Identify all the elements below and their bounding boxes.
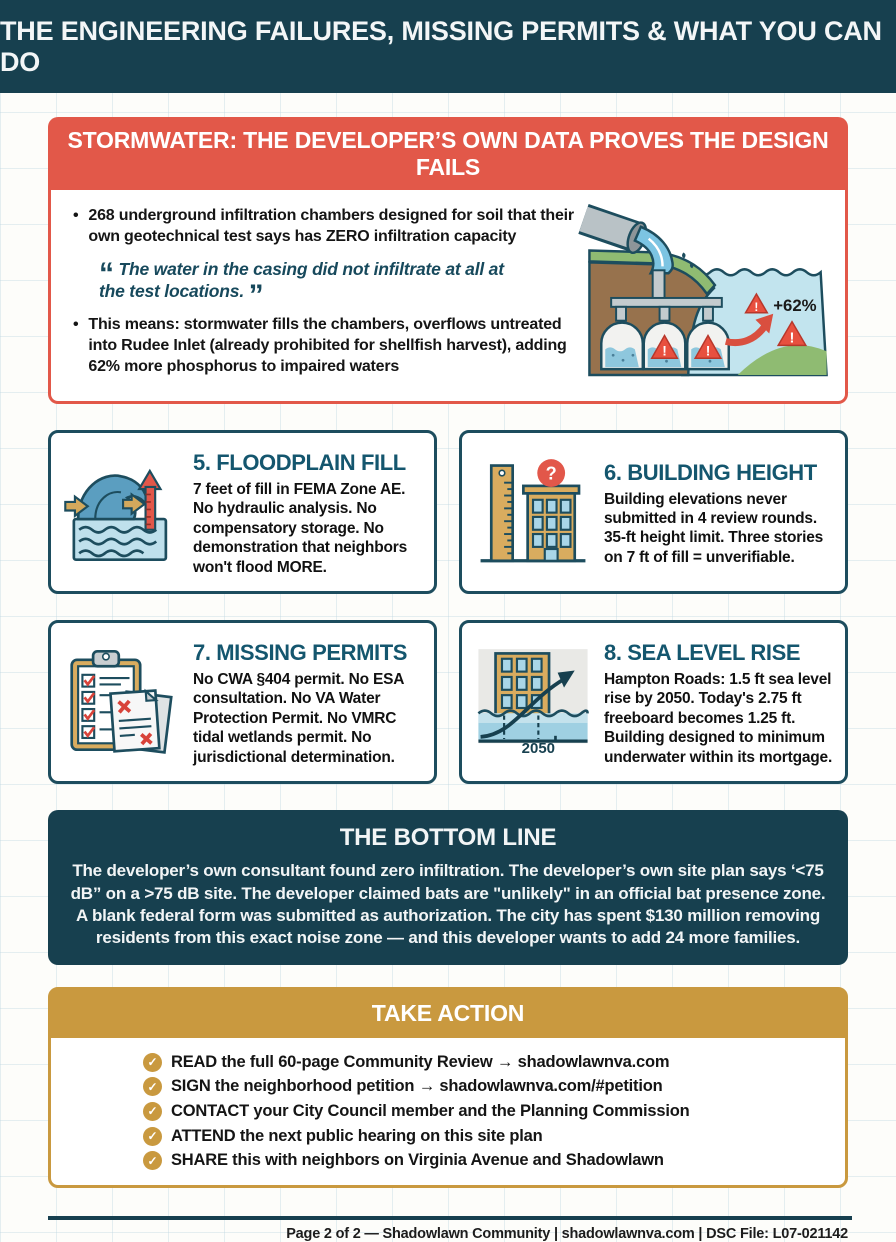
svg-text:!: ! — [662, 342, 667, 359]
card-title: 7. MISSING PERMITS — [193, 640, 408, 666]
action-verb: SIGN — [171, 1077, 211, 1096]
stormwater-section-title: STORMWATER: THE DEVELOPER’S OWN DATA PROVES THE DESIGN FAILS — [48, 117, 848, 190]
check-circle-icon: ✓ — [143, 1053, 162, 1072]
bullet-2-lead: This means: stormwater fills the chambers, overflows untreated into Rudee Inlet — [88, 316, 562, 354]
action-verb: SHARE — [171, 1151, 228, 1170]
card-title: 6. BUILDING HEIGHT — [604, 459, 817, 485]
bullet-dot: • — [73, 207, 79, 224]
card-title: 8. SEA LEVEL RISE — [604, 640, 801, 666]
issue-card-grid — [48, 430, 848, 784]
card-content — [193, 450, 422, 577]
check-circle-icon: ✓ — [143, 1151, 162, 1170]
card-sea-level-rise — [459, 620, 848, 784]
action-text: the next public hearing on this site plan — [235, 1126, 543, 1145]
card-content — [193, 640, 422, 767]
clipboard-rejected-permits-icon — [63, 647, 181, 759]
take-action-section — [48, 987, 848, 1188]
action-item-read — [143, 1052, 743, 1073]
action-item-share — [143, 1150, 743, 1171]
action-verb: ATTEND — [171, 1126, 236, 1145]
stormwater-text-column — [73, 206, 575, 387]
card-content — [604, 460, 833, 568]
bullet-1-zero: ZERO — [325, 227, 370, 245]
card-body: No CWA §404 permit. No ESA consultation. No VA Water Protection Permit. No VMRC tidal wetlands permit. No jurisdictional determination. — [193, 671, 404, 766]
bullet-1-number: 268 — [88, 207, 115, 224]
card-building-height — [459, 430, 848, 594]
bullet-dot: • — [73, 316, 79, 334]
stormwater-outfall-chambers-illustration — [589, 211, 827, 382]
bottom-line-section — [48, 810, 848, 964]
page-footer — [48, 1216, 848, 1242]
action-item-attend — [143, 1126, 743, 1147]
stormwater-bullet-1 — [73, 206, 575, 248]
action-item-sign — [143, 1076, 743, 1097]
stormwater-bullet-2-text — [88, 315, 575, 377]
action-verb: CONTACT — [171, 1102, 250, 1121]
ruler-building-question-icon — [474, 457, 592, 569]
plus-62-percent-label: +62% — [773, 296, 817, 316]
year-2050-label: 2050 — [521, 740, 556, 758]
card-title: 5. FLOODPLAIN FILL — [193, 450, 406, 476]
svg-text:!: ! — [789, 330, 795, 347]
geotech-quote — [99, 256, 529, 313]
footer-text: Page 2 of 2 — Shadowlawn Community | shadowlawnva.com | DSC File: L07-021142 — [286, 1225, 848, 1242]
geotech-quote-text: The water in the casing did not infiltrate at all at the test locations. — [99, 258, 504, 302]
bottom-line-text: The developer’s own consultant found zero infiltration. The developer’s own site plan says ‘<75 dB” on a >75 dB site. The developer claimed bats are "unlikely" in an official bat presence zone. A blank federal form was submitted as authorization. The city has spent $130 million removing residents from this exact noise zone — and this developer wants to add 24 more families. — [70, 861, 826, 947]
page-title: THE ENGINEERING FAILURES, MISSING PERMITS & WHAT YOU CAN DO — [0, 15, 882, 77]
open-quote-icon: “ — [99, 256, 114, 290]
close-quote-icon: ” — [248, 279, 264, 313]
take-action-title: TAKE ACTION — [51, 990, 845, 1038]
bullet-2-paren: (already prohibited for shellfish harvest), — [209, 336, 516, 354]
action-text: your City Council member and the Planning Commission — [249, 1102, 690, 1121]
card-content — [604, 640, 833, 767]
check-circle-icon: ✓ — [143, 1127, 162, 1146]
check-circle-icon: ✓ — [143, 1102, 162, 1121]
bullet-2-tail: adding 62% more phosphorus to impaired waters — [88, 336, 567, 375]
action-text: this with neighbors on Virginia Avenue and Shadowlawn — [227, 1151, 664, 1170]
page-body — [48, 117, 848, 1242]
bottom-line-title: THE BOTTOM LINE — [339, 824, 557, 852]
svg-text:!: ! — [754, 300, 759, 315]
action-text: the neighborhood petition → shadowlawnva.com/#petition — [210, 1077, 663, 1096]
svg-text:?: ? — [545, 463, 557, 484]
bullet-1-body: underground infiltration chambers designed for soil that their own geotechnical test says has — [88, 207, 574, 245]
action-item-contact — [143, 1101, 743, 1122]
bullet-1-tail: infiltration capacity — [369, 227, 517, 245]
action-text: the full 60-page Community Review → shadowlawnva.com — [216, 1052, 670, 1071]
stormwater-section — [48, 117, 848, 404]
card-missing-permits — [48, 620, 437, 784]
card-floodplain-fill — [48, 430, 437, 594]
wave-flood-gauge-icon — [63, 457, 181, 569]
card-body: Hampton Roads: 1.5 ft sea level rise by 2050. Today's 2.75 ft freeboard becomes 1.25 ft. Building designed to minimum underwater within its mortgage. — [604, 671, 833, 766]
take-action-list — [51, 1038, 845, 1185]
page-header — [0, 0, 896, 93]
stormwater-bullet-1-text — [88, 206, 575, 248]
stormwater-bullet-2 — [73, 315, 575, 377]
card-body: Building elevations never submitted in 4 review rounds. 35-ft height limit. Three stories on 7 ft of fill = unverifiable. — [604, 490, 824, 566]
action-verb: READ — [171, 1052, 217, 1071]
flooded-building-sea-level-icon — [474, 647, 592, 759]
stormwater-section-body — [48, 190, 848, 404]
card-body: 7 feet of fill in FEMA Zone AE. No hydraulic analysis. No compensatory storage. No demonstration that neighbors won't flood MORE. — [193, 481, 407, 576]
check-circle-icon: ✓ — [143, 1077, 162, 1096]
svg-text:!: ! — [705, 342, 711, 359]
